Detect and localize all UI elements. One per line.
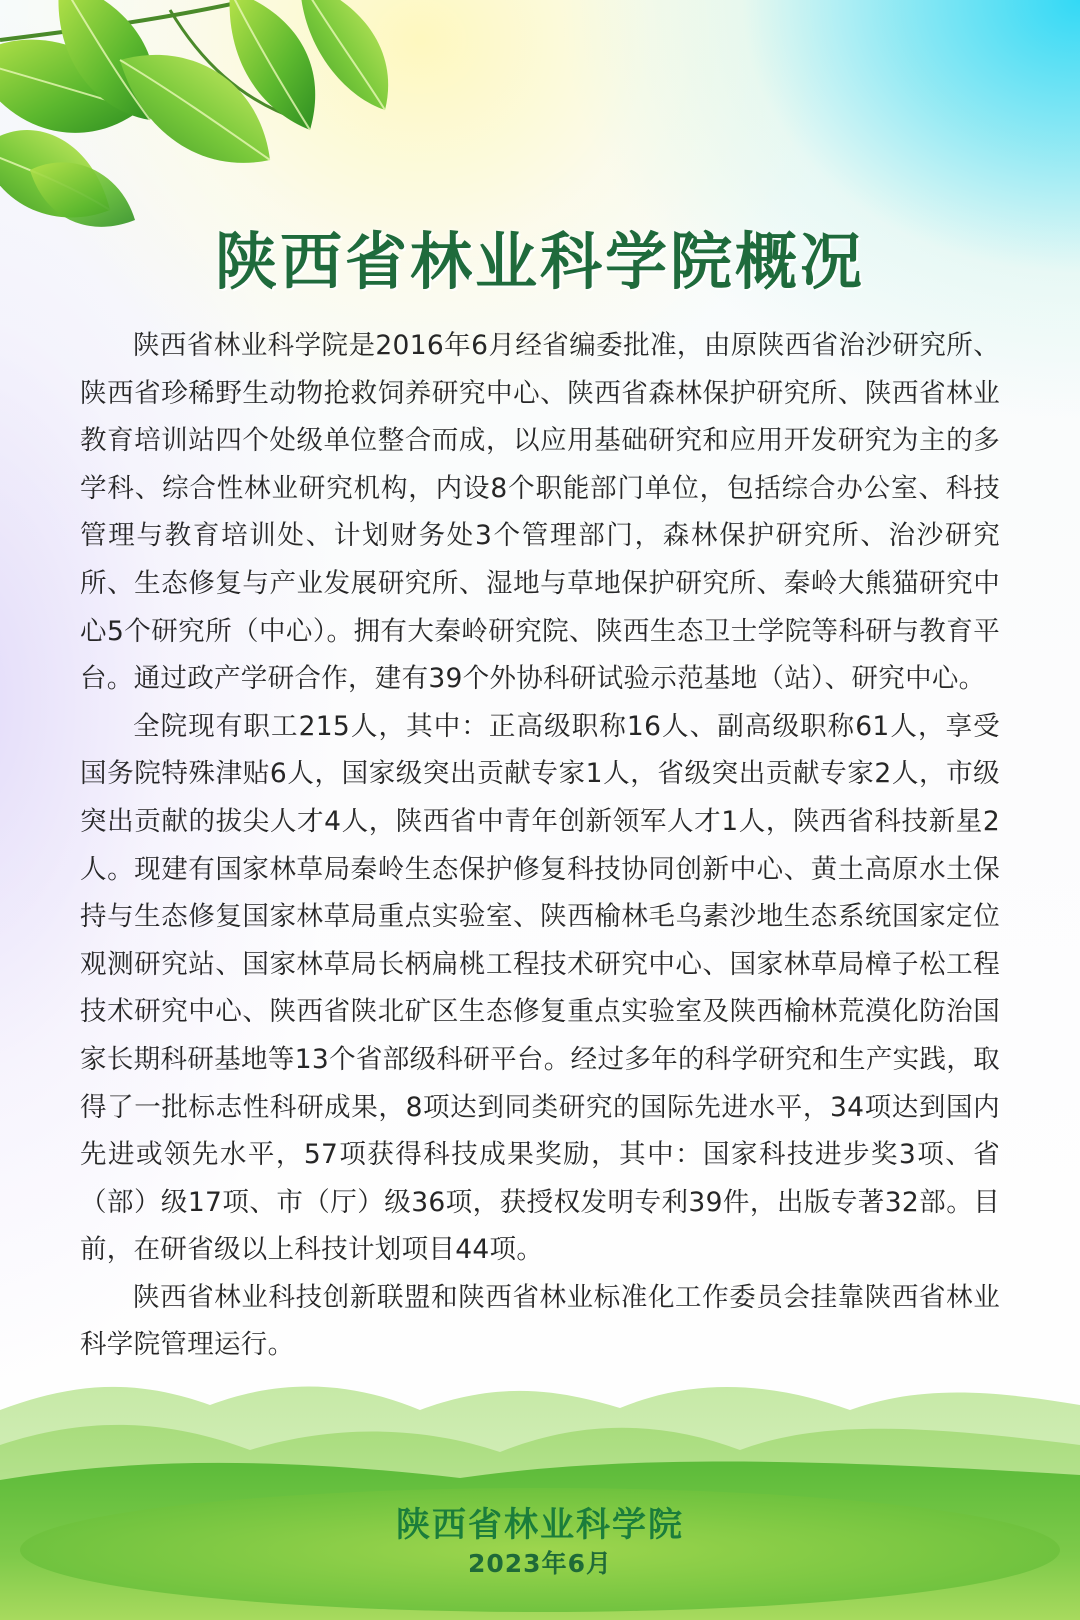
- decorative-hills: [0, 1370, 1080, 1620]
- paragraph-affiliations: 陕西省林业科技创新联盟和陕西省林业标准化工作委员会挂靠陕西省林业科学院管理运行。: [80, 1281, 1000, 1361]
- footer-organization: 陕西省林业科学院: [396, 1505, 684, 1545]
- article-body: [80, 322, 1000, 1369]
- paragraph-intro: 陕西省林业科学院是2016年6月经省编委批准，由原陕西省治沙研究所、陕西省珍稀野生动物抢救饲养研究中心、陕西省森林保护研究所、陕西省林业教育培训站四个处级单位整合而成，以应用基础研究和应用开发研究为主的多学科、综合性林业研究机构，内设8个职能部门单位，包括综合办公室、科技管理与教育培训处、计划财务处3个管理部门，森林保护研究所、治沙研究所、生态修复与产业发展研究所、湿地与草地保护研究所、秦岭大熊猫研究中心5个研究所（中心）。拥有大秦岭研究院、陕西生态卫士学院等科研与教育平台。通过政产学研合作，建有39个外协科研试验示范基地（站）、研究中心。: [80, 330, 1000, 695]
- footer-date: 2023年6月: [468, 1549, 612, 1578]
- decorative-leaves: [0, 0, 420, 240]
- page-title: 陕西省林业科学院概况: [214, 225, 865, 298]
- paragraph-staff-and-achievements: 全院现有职工215人，其中：正高级职称16人、副高级职称61人，享受国务院特殊津贴6人，国家级突出贡献专家1人，省级突出贡献专家2人，市级突出贡献的拔尖人才4人，陕西省中青年创新领军人才1人，陕西省科技新星2人。现建有国家林草局秦岭生态保护修复科技协同创新中心、黄土高原水土保持与生态修复国家林草局重点实验室、陕西榆林毛乌素沙地生态系统国家定位观测研究站、国家林草局长柄扁桃工程技术研究中心、国家林草局樟子松工程技术研究中心、陕西省陕北矿区生态修复重点实验室及陕西榆林荒漠化防治国家长期科研基地等13个省部级科研平台。经过多年的科学研究和生产实践，取得了一批标志性科研成果，8项达到同类研究的国际先进水平，34项达到国内先进或领先水平，57项获得科技成果奖励，其中：国家科技进步奖3项、省（部）级17项、市（厅）级36项，获授权发明专利39件，出版专著32部。目前，在研省级以上科技计划项目44项。: [80, 710, 1000, 1266]
